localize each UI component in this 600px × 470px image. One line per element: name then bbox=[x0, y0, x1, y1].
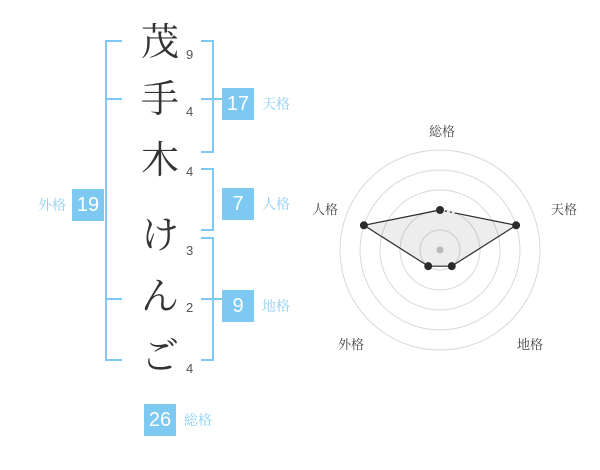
radar-vertex-dot bbox=[512, 221, 520, 229]
stroke-count: 4 bbox=[186, 164, 194, 179]
soukaku-label: 総格 bbox=[184, 412, 212, 428]
gaikaku-label: 外格 bbox=[38, 197, 66, 213]
name-char: ん bbox=[140, 276, 179, 318]
radar-vertex-dot bbox=[436, 206, 444, 214]
tenkaku-label: 天格 bbox=[262, 96, 290, 112]
stroke-count: 9 bbox=[186, 47, 194, 62]
radar-axis-label: 地格 bbox=[516, 337, 544, 352]
jinkaku-badge: 7 bbox=[222, 188, 254, 220]
chikaku-badge: 9 bbox=[222, 290, 254, 322]
radar-vertex-dot bbox=[424, 262, 432, 270]
radar-axis-label: 外格 bbox=[337, 337, 365, 352]
name-char: け bbox=[140, 215, 179, 257]
radar-axis-label: 人格 bbox=[311, 202, 338, 217]
radar-vertex-dot bbox=[448, 262, 456, 270]
name-char: 茂 bbox=[140, 22, 179, 64]
stroke-count: 3 bbox=[186, 243, 194, 258]
stroke-count: 4 bbox=[186, 361, 194, 376]
name-char: 手 bbox=[140, 79, 179, 121]
tenkaku-badge: 17 bbox=[222, 88, 254, 120]
stroke-count: 4 bbox=[186, 104, 194, 119]
stroke-count: 2 bbox=[186, 300, 194, 315]
gaikaku-badge: 19 bbox=[72, 189, 104, 221]
name-char: 木 bbox=[140, 140, 179, 182]
soukaku-badge: 26 bbox=[144, 404, 176, 436]
radar-axis-label: 天格 bbox=[551, 202, 578, 217]
radar-value-area bbox=[364, 210, 516, 266]
radar-vertex-dot bbox=[360, 221, 368, 229]
chikaku-label: 地格 bbox=[262, 298, 290, 314]
name-char: ご bbox=[140, 336, 179, 378]
radar-center-dot bbox=[437, 247, 444, 254]
radar-axis-label: 総格 bbox=[428, 124, 456, 139]
jinkaku-label: 人格 bbox=[262, 196, 290, 212]
